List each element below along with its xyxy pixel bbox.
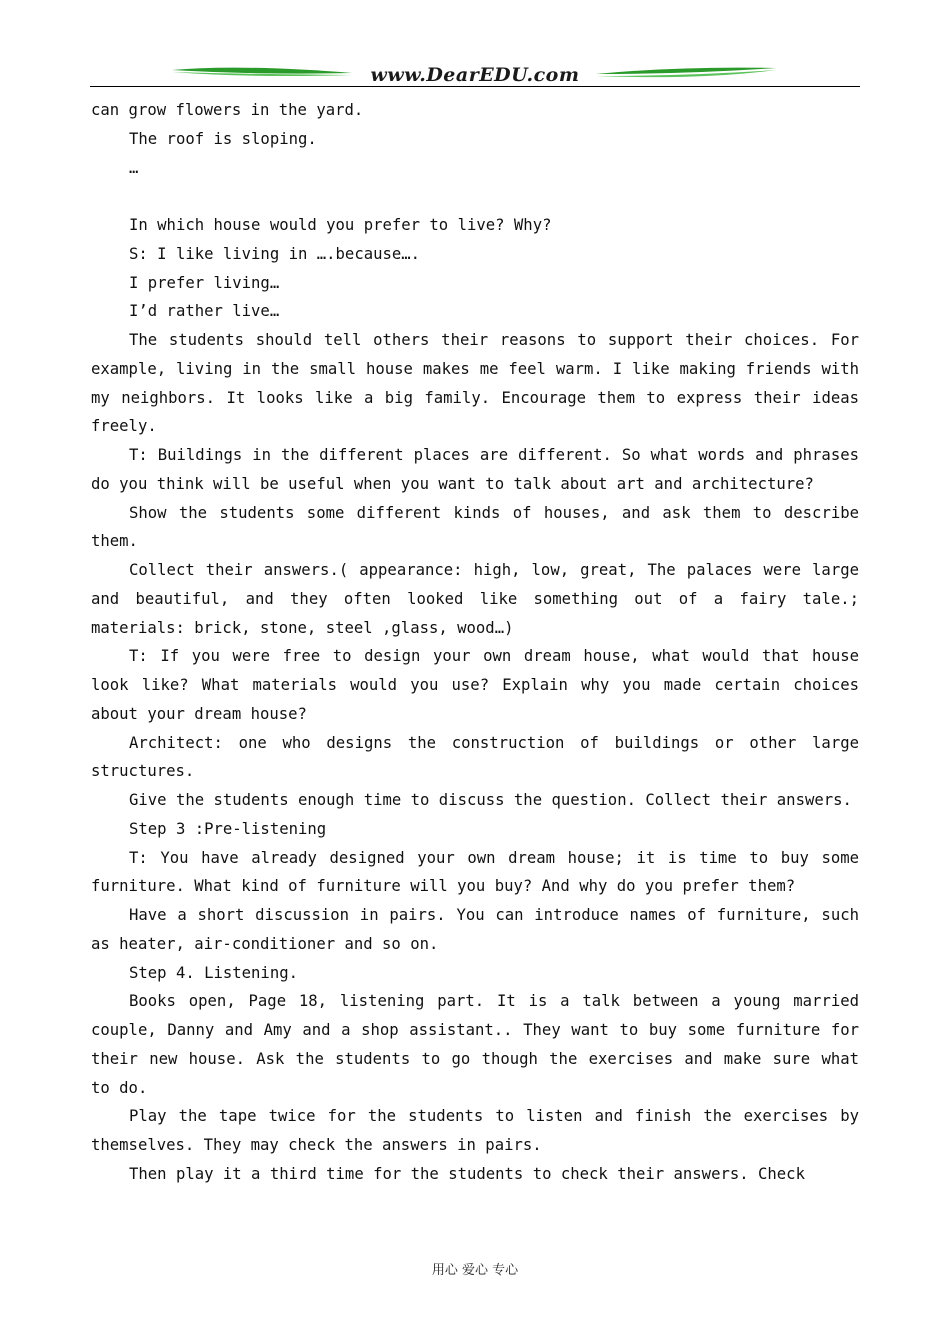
document-body [91, 96, 859, 1189]
paragraph: … [129, 158, 139, 177]
paragraph: Books open, Page 18, listening part. It is a talk between a young married couple, Danny and Amy and a shop assistant.. They want to buy some furniture for their new house. Ask the students to go though the exercises and make sure what to do. [91, 992, 859, 1097]
paragraph: Play the tape twice for the students to listen and finish the exercises by themselves. They may check the answers in pairs. [91, 1107, 859, 1154]
paragraph: The roof is sloping. [129, 129, 317, 148]
header-site-name: www.DearEDU.com [370, 64, 580, 86]
header-rule [90, 86, 860, 87]
paragraph: can grow flowers in the yard. [91, 101, 364, 119]
step-heading: Step 3 :Pre-listening [129, 819, 327, 838]
blank-line [91, 182, 859, 211]
paragraph: I’d rather live… [129, 302, 280, 321]
paragraph: T: If you were free to design your own dream house, what would that house look like? What materials would you use? Explain why you made certain choices about your dream house? [91, 647, 859, 723]
paragraph: Show the students some different kinds of houses, and ask them to describe them. [91, 503, 859, 551]
paragraph: The students should tell others their reasons to support their choices. For example, living in the small house makes me feel warm. I like making friends with my neighbors. It looks like a big family. Encourage them to express their ideas freely. [91, 331, 859, 436]
paragraph: Architect: one who designs the construction of buildings or other large structures. [91, 733, 859, 781]
paragraph: T: You have already designed your own dream house; it is time to buy some furniture. What kind of furniture will you buy? And why do you prefer them? [91, 848, 859, 896]
paragraph: Collect their answers.( appearance: high, low, great, The palaces were large and beautiful, and they often looked like something out of a fairy tale.; materials: brick, stone, steel ,glass, wood…) [91, 561, 859, 637]
page-header [90, 60, 860, 90]
paragraph: S: I like living in ….because…. [129, 244, 421, 263]
page-footer: 用心 爱心 专心 [431, 1263, 519, 1278]
step-heading: Step 4. Listening. [129, 963, 298, 982]
paragraph: T: Buildings in the different places are different. So what words and phrases do you think will be useful when you want to talk about art and architecture? [91, 446, 859, 493]
paragraph: Then play it a third time for the students to check their answers. Check [129, 1164, 805, 1183]
paragraph: Give the students enough time to discuss the question. Collect their answers. [129, 791, 852, 809]
paragraph: In which house would you prefer to live? Why? [129, 216, 552, 234]
paragraph: Have a short discussion in pairs. You can introduce names of furniture, such as heater, air-conditioner and so on. [91, 906, 859, 953]
paragraph: I prefer living… [129, 273, 280, 292]
